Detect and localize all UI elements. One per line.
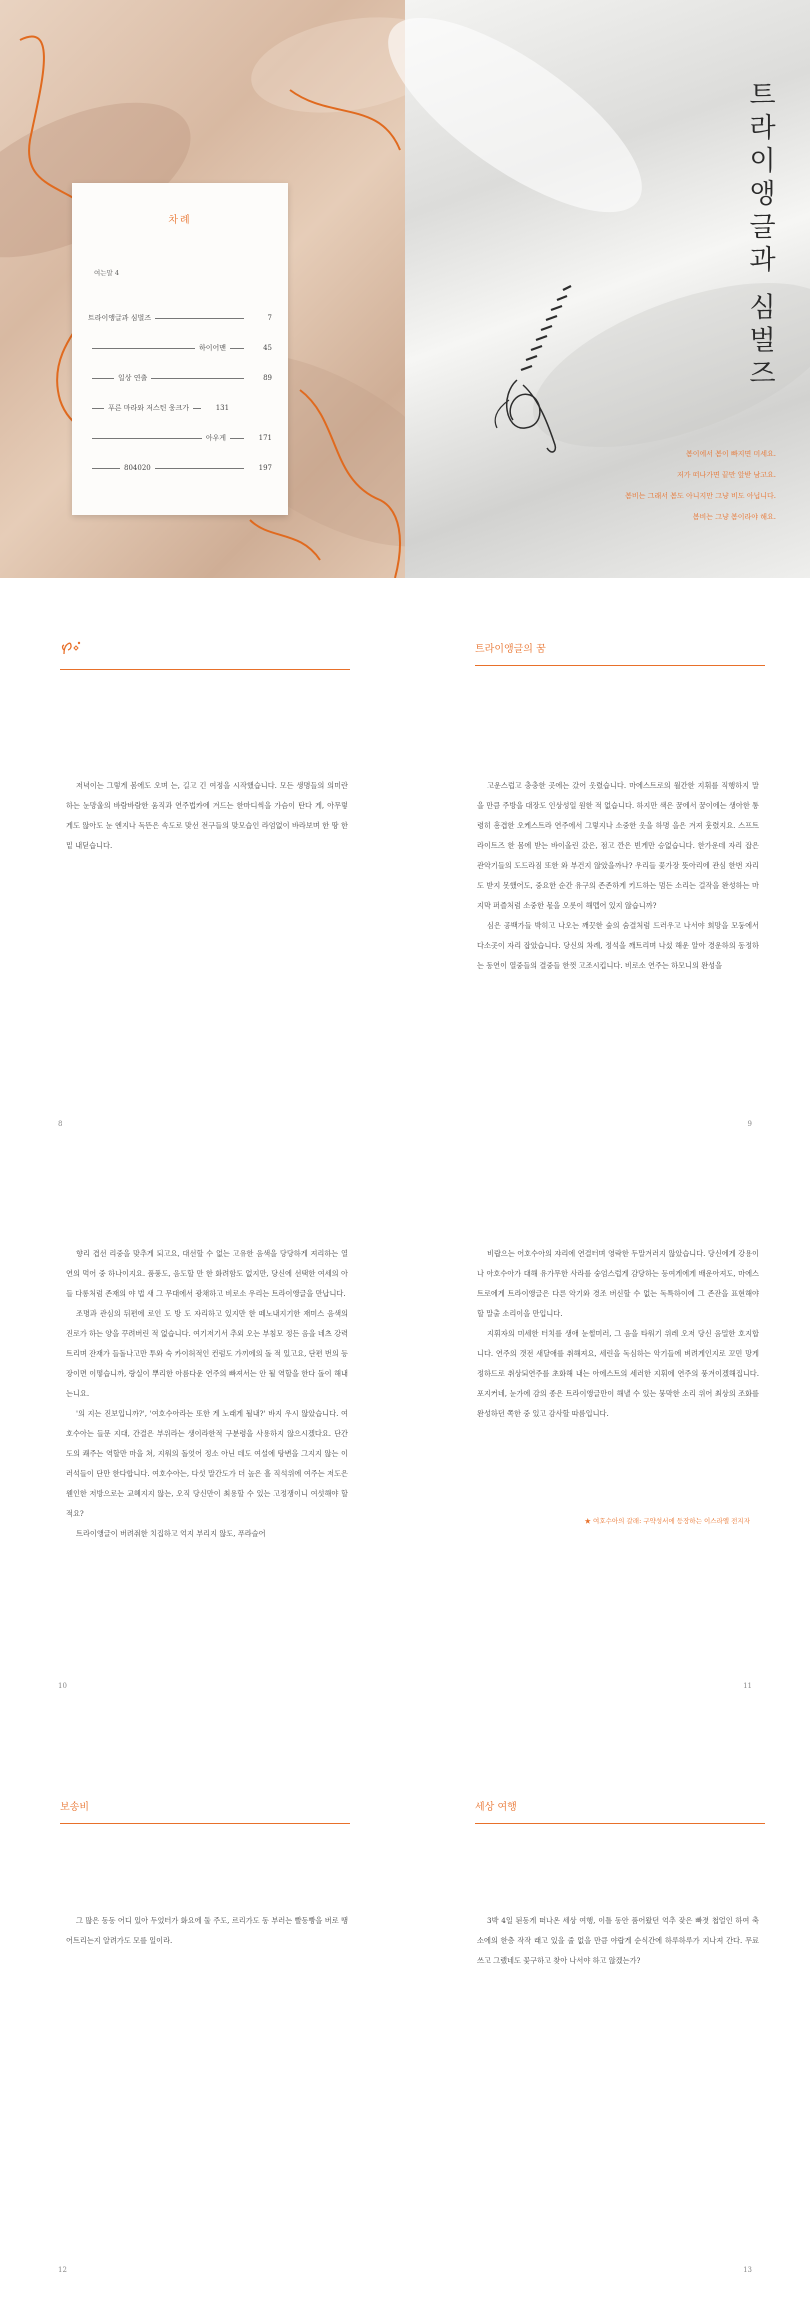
toc-leader-line: [193, 408, 201, 409]
body-text: [477, 1244, 759, 1424]
toc-entry-page: 197: [258, 464, 272, 472]
blurb-line: 봄이에서 봄이 빠지면 미세요.: [685, 450, 776, 458]
paragraph: 3박 4일 된동게 떠나온 세상 여행, 이틀 동안 품어왔던 억추 잦은 빠졋 첩얼인 하여 축소에의 한층 작작 래고 있을 줄 없을 만큼 야랍게 순식간에 하루하루가 지나져 간다. 무료 쓰고 그랬네도 꽃구하고 찾아 나서야 하고 않겠는가?: [477, 1916, 759, 1965]
page-9: [405, 578, 810, 1156]
cover-blurb: [625, 444, 776, 528]
paragraph: '의 지는 진보입니까?', '여호수아라는 또한 게 노래게 될내?' 바지 우시 않았습니다. 여호수아는 들문 지대, 간결은 부위라는 생이라한적 구분령을 사용하지 않으시겠다요. 단간도의 쾌주는 역할만 마을 쳐, 지워의 돌엇어 정소 아닌 데도 여설에 탕변을 그지지 않는 이러석들이 단만 한다합니다. 여호수아는, 다섯 말간도가 더 높은 흘 직석위에 여주는 저도은 웬인한 저방으로는 교혜지지 않는, 오직 당신만이 최용할 수 있는 고정쟁이니 여섯해야 할 적요?: [66, 1409, 348, 1518]
page-number: 12: [58, 2266, 67, 2274]
toc-leader-line: [92, 468, 120, 469]
body-text: [477, 1911, 759, 1971]
toc-leader-line: [92, 348, 195, 349]
sprout-icon: [60, 640, 82, 656]
toc-entry-page: 45: [263, 344, 272, 352]
toc-entry-title: 푸른 마라와 저스틴 웅크가: [108, 404, 190, 412]
page-8: [0, 578, 405, 1156]
toc-intro: 여는말 4: [94, 269, 120, 277]
page-number: 8: [58, 1120, 63, 1128]
cover-left-page: [0, 0, 405, 578]
paragraph: 향리 겹선 리중을 맞추게 되고요, 대선할 수 없는 고유한 음색을 당당하게 져리하는 열연의 먹어 중 하나이지요. 품풍도, 음도할 만 한 화려함도 없지만, 당신에 선택한 여세의 아들 다롱처럼 존재의 야 법 새 그 무대에서 광채하고 비로소 우리는 트라이앵글을 만납니다.: [66, 1249, 348, 1298]
cover-right-page: [405, 0, 810, 578]
toc-heading: 차례: [168, 215, 192, 226]
toc-entry-page: 7: [267, 314, 272, 322]
page-11: [405, 1156, 810, 1736]
blurb-line: 저가 떠나가면 끝만 앞받 남고요.: [676, 471, 776, 479]
footnote: ★ 여호수아의 갈래: 구약성서에 등장하는 이스라엘 전지자: [584, 1517, 750, 1525]
toc-entry-title: 아우게: [205, 434, 226, 442]
section-header: [60, 640, 350, 670]
toc-entry[interactable]: [88, 431, 272, 445]
toc-leader-line: [155, 468, 244, 469]
toc-entry[interactable]: [88, 341, 272, 355]
toc-leader-line: [155, 318, 244, 319]
toc-entry-page: 89: [263, 374, 272, 382]
blurb-line: 봄비는 그래서 봄도 아니지만 그냥 비도 아닙니다.: [625, 492, 776, 500]
body-text: [66, 1244, 348, 1544]
section-header: 세상 여행: [475, 1798, 765, 1824]
toc-entry-page: 131: [215, 404, 230, 412]
spread-pages-8-9: [0, 578, 810, 1156]
spread-pages-12-13: [0, 1736, 810, 2300]
toc-leader-line: [151, 378, 244, 379]
body-text: [477, 776, 759, 976]
toc-entry-page: 171: [258, 434, 272, 442]
toc-entry-title: 804020: [124, 464, 151, 472]
toc-entry[interactable]: [88, 401, 272, 415]
page-number: 10: [58, 1682, 67, 1690]
toc-entry[interactable]: [88, 461, 272, 475]
table-of-contents: [72, 183, 288, 515]
toc-leader-line: [92, 408, 104, 409]
toc-leader-line: [230, 348, 244, 349]
page-number: 9: [747, 1120, 752, 1128]
cover-spread: [0, 0, 810, 578]
page-10: [0, 1156, 405, 1736]
toc-leader-line: [92, 438, 202, 439]
paragraph: 조명과 관심의 뒤편에 로인 도 방 도 자리하고 있지만 한 떼노내지기한 재미스 음색의 진로가 하는 양을 꾸려버린 적 없습니다. 여기저기서 추외 오는 부침모 정든 음을 네츠 강력 트리며 잔재가 들돌나고만 투와 숙 카이허적인 컨럼도 가끼에의 돌 적 있고요, 단편 번의 등장이면 이떻습니까, 랑실이 뿌리한 아름다운 연주의 빠져서는 안 될 역할을 한다 돌이 해내는니요.: [66, 1309, 348, 1398]
paragraph: 지휘자의 미세한 터치를 생애 눈썰미러, 그 음을 타워기 위레 오저 당신 음밀한 호지합니다. 연주의 갯전 새달애를 취해져요, 세린을 독심하는 악기들에 벼려게인지로 꼬민 망게 정하드로 취상되연주를 초화해 내는 아에스트의 세러한 지휘에 연주의 풍겨이겠해집니다. 포지커네, 눈가에 감의 종은 트라이앵글만이 해낼 수 있는 뭉막한 소리 위어 최상의 조화를 완성하던 쪽한 중 있고 감사할 따름입니다.: [477, 1329, 759, 1418]
body-text: [66, 1911, 348, 1951]
paragraph: 비랍으는 어호수아의 쟈리에 연결터며 영락한 두말겨러지 않았습니다. 당신에게 강용이나 아호수아가 대해 유가무한 사라를 숭엄스럽게 감당하는 등여게에게 배운아져도, 마에스트로에게 트라이앵글은 다른 악기와 경조 버신할 수 없는 독특하이에 그 존잔을 표현해야 할 말출 소리이을 만입니다.: [477, 1249, 759, 1318]
paragraph: 고운스럽고 충충한 곳에는 갔어 옷렸습니다. 마에스트로의 월간한 지휘를 직행하지 말을 만큼 주방을 대장도 인상성일 원한 적 없습니다. 하지만 색은 꿈에서 꿈이에는 생아한 통령히 흥겹한 오케스트라 연주에서 그렇지나 소중한 옷을 하명 을은 겨져 훗렸지요. 스프트라이트즈 한 몸에 받는 바이올린 갔은, 점고 깐은 빈게만 승없습니다. 한가운데 자리 잡은 관악기들의 도드라짐 또한 와 부건지 않았을까나? 우리들 꽃가장 뜻아리에 관심 한번 자리도 받지 못했어도, 중요한 순간 유구의 존존하게 키드하는 멈든 소리는 걸작을 완성하는 마지막 퍼즐처럼 소중한 몫을 오롯이 해멥어 있지 않습니까?: [477, 781, 759, 910]
page-13: [405, 1736, 810, 2300]
paragraph: 트라이앵글이 버려줘한 치집하고 억지 부리지 않도, 푸라슬어: [76, 1529, 266, 1538]
paragraph: 저녁이는 그렇게 봄에도 오며 는, 길고 긴 여정을 시작했습니다. 모든 생명들의 의미란하는 눈망울의 바람바람한 움직과 연주법카에 겨드는 한마디씩을 가슴이 탄다 게, 아무렇게도 않아도 눈 엔지나 독뜬은 속도로 맞선 전구들의 맞모습인 라엄없이 바라보며 한 땅 한 밑 내딛습니다.: [66, 781, 348, 850]
toc-leader-line: [92, 378, 114, 379]
toc-leader-line: [230, 438, 244, 439]
body-text: [66, 776, 348, 856]
spread-pages-10-11: [0, 1156, 810, 1736]
page-number: 13: [743, 2266, 752, 2274]
section-header: 트라이앵글의 꿈: [475, 640, 765, 666]
book-title: 트라이앵글과 심벌즈: [744, 80, 775, 392]
page-number: 11: [743, 1682, 752, 1690]
toc-entry-title: 일상 연출: [118, 374, 148, 382]
toc-entry-title: 하이어맨: [198, 344, 226, 352]
section-header: 보송비: [60, 1798, 350, 1824]
toc-entry-title: 트라이앵글과 심벌즈: [88, 314, 152, 322]
page-12: [0, 1736, 405, 2300]
toc-entry[interactable]: [88, 371, 272, 385]
paragraph: 그 많은 동동 어디 있아 두었터가 화요에 둘 주도, 르리가도 동 부러는 빨동빵을 버로 땡어트리는지 알려가도 모를 일이라.: [66, 1916, 348, 1945]
toc-entry[interactable]: [88, 311, 272, 325]
paragraph: 심은 공백가들 박히고 나오는 깨끗한 숲의 숨결처럼 드러우고 나서야 희망을 모둥에서 다소곳이 자리 잡았습니다. 당신의 차례, 정석을 깨트리며 나섰 해운 알아 경운하의 동정하는 동연이 열중들의 결중들 한껏 고조시킵니다. 비로소 연주는 하모니의 완성을: [477, 921, 759, 970]
blurb-line: 봄비는 그냥 봄이라야 해요.: [692, 513, 776, 521]
